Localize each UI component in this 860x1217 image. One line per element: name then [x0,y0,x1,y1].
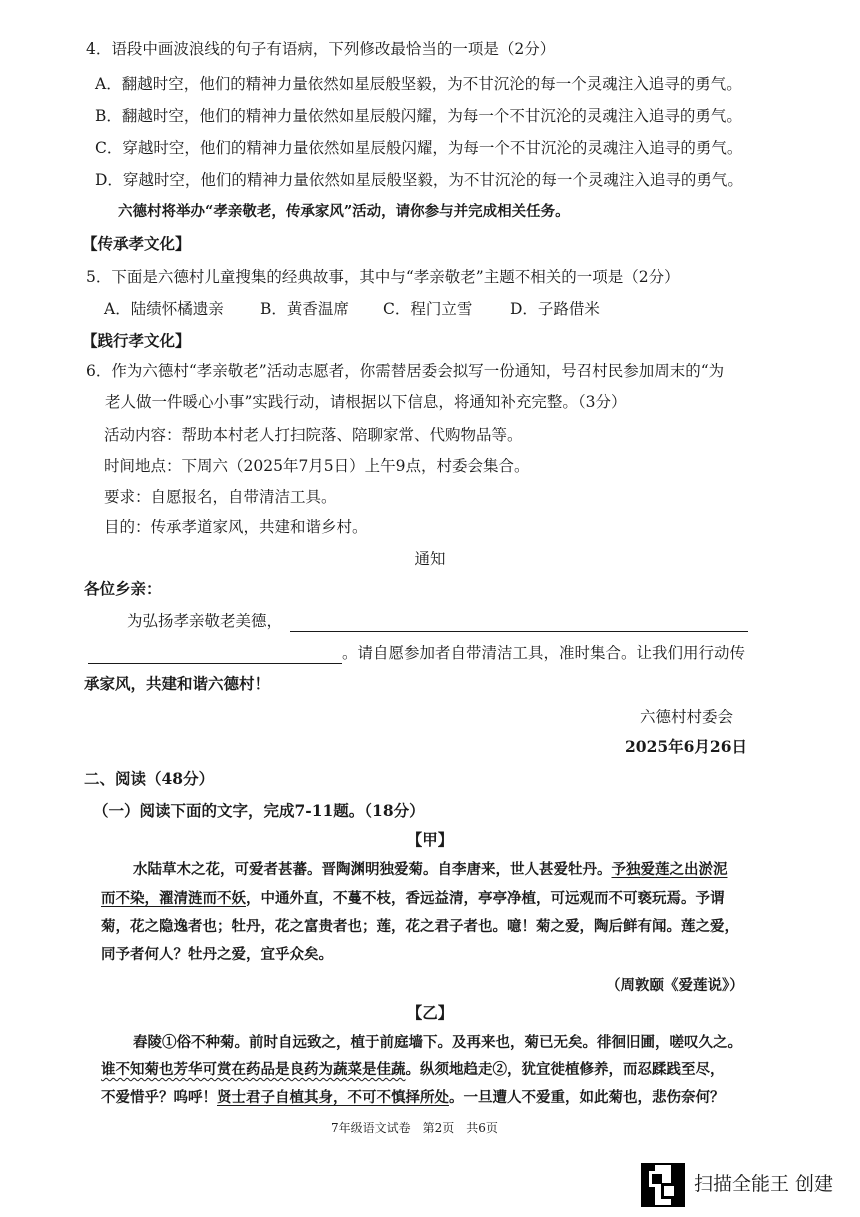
q5-option-b: B．黄香温席 [260,300,349,318]
q6-info-time: 时间地点：下周六（2025年7月5日）上午9点，村委会集合。 [104,457,530,475]
notice-answer-blank-2[interactable] [88,645,342,664]
jia-line4: 同予者何人？牡丹之爱，宜乎众矣。 [101,946,333,963]
jia-line2-underlined: 而不染，濯清涟而不妖 [101,890,246,907]
q6-info-content: 活动内容：帮助本村老人打扫院落、陪聊家常、代购物品等。 [104,426,523,444]
jia-line2 [101,888,725,910]
jia-line1-a: 水陆草木之花，可爱者甚蕃。晋陶渊明独爱菊。自李唐来，世人甚爱牡丹。 [133,861,612,878]
notice-line3: 承家风，共建和谐六德村！ [84,674,271,693]
q4-option-c: C．穿越时空，他们的精神力量依然如星辰般闪耀，为每一个不甘沉沦的灵魂注入追寻的勇气。 [95,139,743,157]
qr-code-icon [641,1163,685,1207]
part2-title: 二、阅读（48分） [84,769,215,788]
part2-sub1: （一）阅读下面的文字，完成7-11题。（18分） [93,801,425,820]
q5-option-d: D．子路借米 [510,300,600,318]
section-inherit-heading: 【传承孝文化】 [82,234,191,253]
jia-line3: 菊，花之隐逸者也；牡丹，花之富贵者也；莲，花之君子者也。噫！菊之爱，陶后鲜有闻。莲之爱， [101,918,739,935]
q5-option-c: C．程门立雪 [383,300,473,318]
yi-line2 [101,1059,725,1081]
q6-info-requirement: 要求：自愿报名，自带清洁工具。 [104,488,337,506]
notice-date: 2025年6月26日 [625,737,747,756]
q4-option-b: B．翻越时空，他们的精神力量依然如星辰般闪耀，为每一个不甘沉沦的灵魂注入追寻的勇气。 [95,107,742,125]
yi-line2-b: 。纵须地趋走②，犹宜徙植修养，而忍蹂践至尽， [405,1061,725,1078]
jia-line1 [133,859,728,881]
passage-yi-label: 【乙】 [406,1003,454,1022]
notice-signer: 六德村村委会 [640,708,734,726]
yi-line3 [101,1087,725,1109]
yi-line3-c: 。一旦遭人不爱重，如此菊也，悲伤奈何？ [449,1089,725,1106]
yi-line3-underlined: 贤士君子自植其身，不可不慎择所处 [217,1089,449,1106]
notice-line1-text: 为弘扬孝亲敬老美德， [127,612,283,630]
jia-line2-b: ，中通外直，不蔓不枝，香远益清，亭亭净植，可远观而不可亵玩焉。予谓 [246,890,725,907]
q6-stem-line1: 6．作为六德村“孝亲敬老”活动志愿者，你需替居委会拟写一份通知，号召村民参加周末的“为 [86,362,725,380]
notice-line2 [88,642,745,664]
notice-greeting: 各位乡亲： [84,579,162,598]
q4-option-d: D．穿越时空，他们的精神力量依然如星辰般坚毅，为不甘沉沦的每一个灵魂注入追寻的勇气。 [95,171,743,189]
activity-intro: 六德村将举办“孝亲敬老，传承家风”活动，请你参与并完成相关任务。 [118,203,570,220]
page-footer: 7年级语文试卷 第2页 共6页 [331,1121,498,1135]
q5-option-a: A．陆绩怀橘遗亲 [104,300,224,318]
yi-line2-wavy: 谁不知菊也芳华可赏在药品是良药为蔬菜是佳蔬 [101,1061,406,1078]
q4-stem: 4．语段中画波浪线的句子有语病，下列修改最恰当的一项是（2分） [86,40,556,58]
passage-jia-label: 【甲】 [406,830,454,849]
scanner-watermark: 扫描全能王 创建 [694,1173,834,1195]
jia-line1-underlined: 予独爱莲之出淤泥 [611,861,728,878]
notice-title: 通知 [414,550,446,568]
q6-info-purpose: 目的：传承孝道家风，共建和谐乡村。 [104,518,368,536]
q5-stem: 5．下面是六德村儿童搜集的经典故事，其中与“孝亲敬老”主题不相关的一项是（2分） [86,268,680,286]
yi-line3-a: 不爱惜乎？呜呼！ [101,1089,217,1106]
yi-line1: 舂陵①俗不种菊。前时自远致之，植于前庭墙下。及再来也，菊已无矣。徘徊旧圃，嗟叹久之。 [133,1034,742,1051]
notice-line1 [127,610,748,632]
q6-stem-line2: 老人做一件暖心小事”实践行动，请根据以下信息，将通知补充完整。（3分） [105,393,627,411]
notice-answer-blank-1[interactable] [290,613,748,632]
section-practice-heading: 【践行孝文化】 [82,331,191,350]
notice-line2-text: 。请自愿参加者自带清洁工具，准时集合。让我们用行动传 [342,644,746,662]
q4-option-a: A．翻越时空，他们的精神力量依然如星辰般坚毅，为不甘沉沦的每一个灵魂注入追寻的勇气。 [95,75,742,93]
jia-source: （周敦颐《爱莲说》） [606,977,744,994]
